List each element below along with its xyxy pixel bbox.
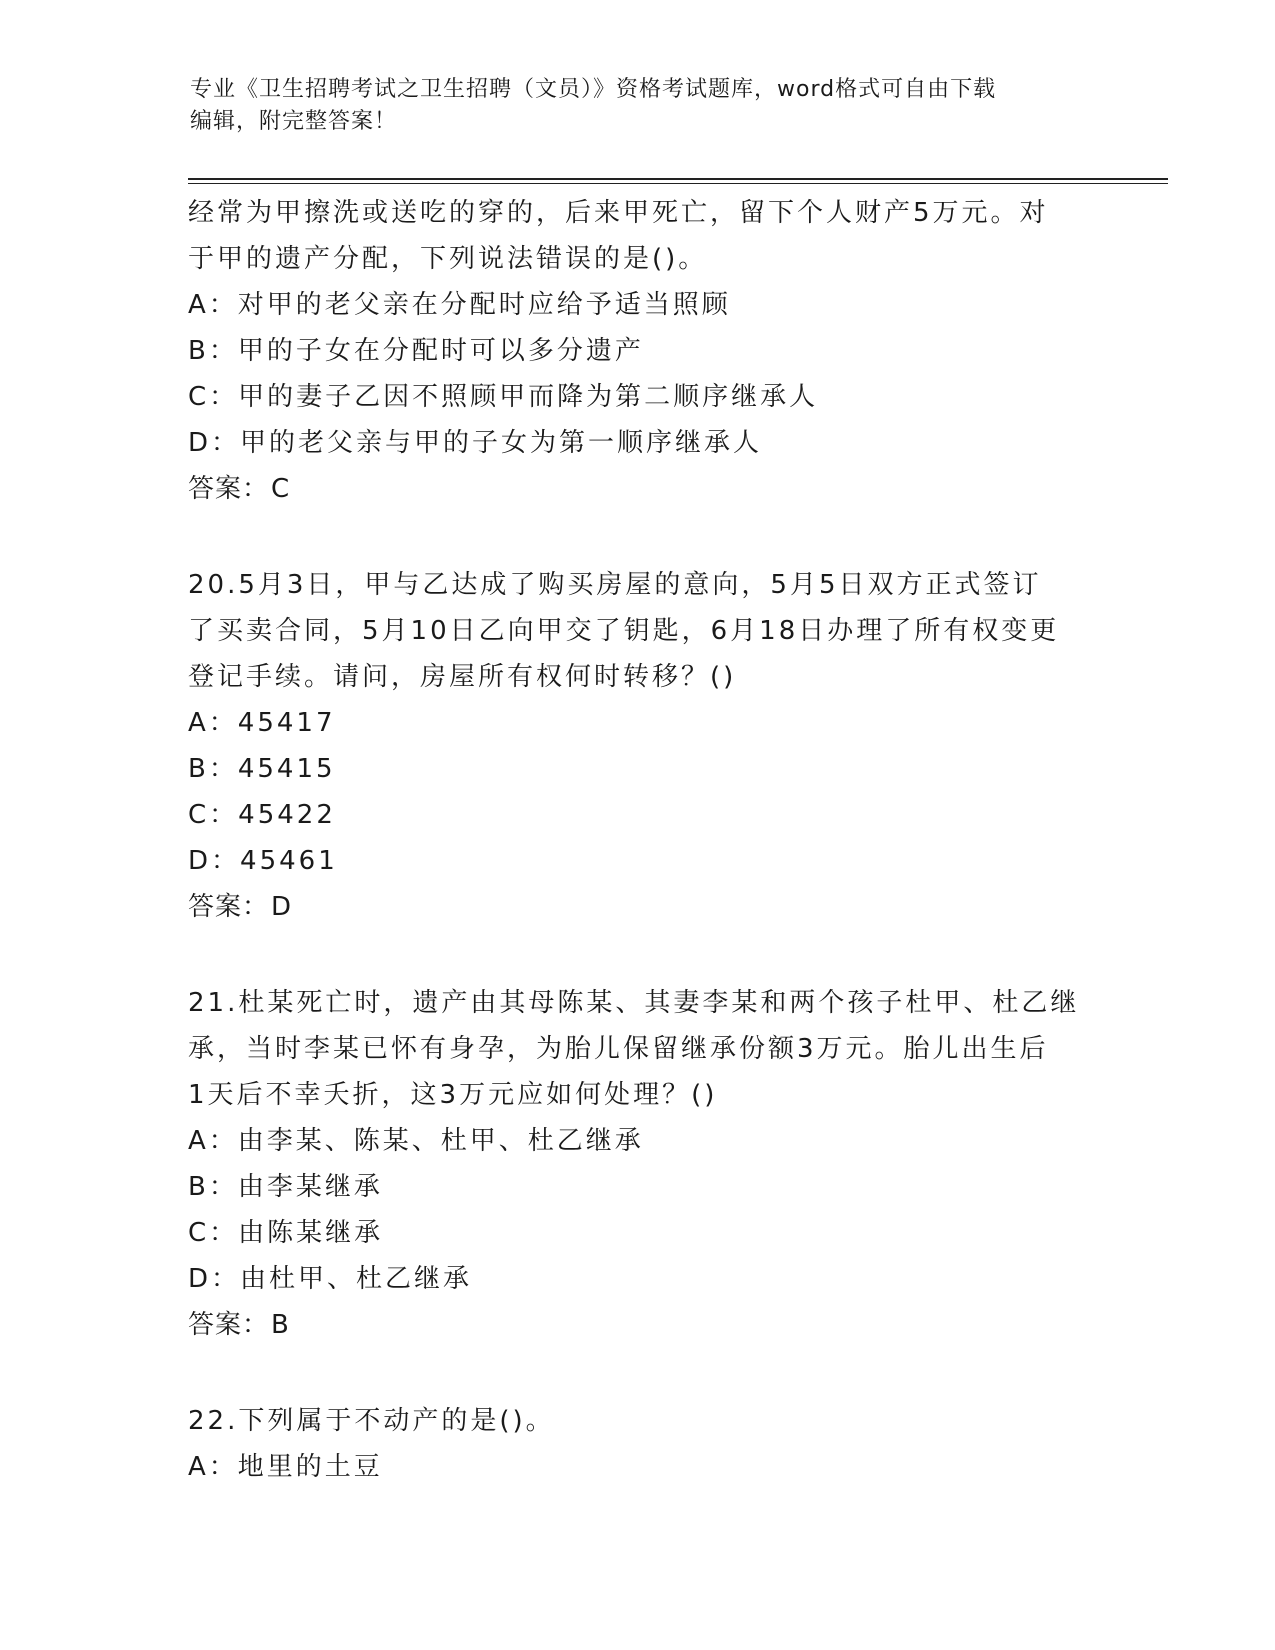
spacer bbox=[188, 930, 1088, 980]
option-c: C：45422 bbox=[188, 800, 336, 830]
option-a: A：45417 bbox=[188, 708, 336, 738]
option-c: C：甲的妻子乙因不照顾甲而降为第二顺序继承人 bbox=[188, 382, 819, 412]
option-a: A：地里的土豆 bbox=[188, 1452, 383, 1482]
question-text-line: 21.杜某死亡时，遗产由其母陈某、其妻李某和两个孩子杜甲、杜乙继 bbox=[188, 988, 1080, 1018]
question-22 bbox=[188, 1398, 1088, 1490]
option-b: B：甲的子女在分配时可以多分遗产 bbox=[188, 336, 644, 366]
answer-label: 答案： bbox=[188, 474, 270, 504]
option-b: B：由李某继承 bbox=[188, 1172, 383, 1202]
option-c: C：由陈某继承 bbox=[188, 1218, 384, 1248]
answer-label: 答案： bbox=[188, 892, 270, 922]
option-d: D：甲的老父亲与甲的子女为第一顺序继承人 bbox=[188, 428, 763, 458]
question-text-line: 22.下列属于不动产的是()。 bbox=[188, 1406, 555, 1436]
question-text-line: 20.5月3日，甲与乙达成了购买房屋的意向，5月5日双方正式签订 bbox=[188, 570, 1042, 600]
answer-line bbox=[188, 1302, 1088, 1348]
option-a: A：对甲的老父亲在分配时应给予适当照顾 bbox=[188, 290, 731, 320]
document-body bbox=[188, 190, 1088, 1490]
header-line-1: 专业《卫生招聘考试之卫生招聘（文员）》资格考试题库，word格式可自由下载 bbox=[190, 77, 997, 102]
question-text-line: 经常为甲擦洗或送吃的穿的，后来甲死亡，留下个人财产5万元。对 bbox=[188, 198, 1049, 228]
question-21 bbox=[188, 980, 1088, 1348]
option-d: D：由杜甲、杜乙继承 bbox=[188, 1264, 473, 1294]
question-text-line: 承，当时李某已怀有身孕，为胎儿保留继承份额3万元。胎儿出生后 bbox=[188, 1034, 1049, 1064]
header-line-2: 编辑，附完整答案！ bbox=[190, 109, 398, 134]
answer-line bbox=[188, 884, 1088, 930]
question-text-line: 1天后不幸夭折，这3万元应如何处理？() bbox=[188, 1080, 718, 1110]
spacer bbox=[188, 1348, 1088, 1398]
answer-value: D bbox=[271, 892, 293, 922]
option-d: D：45461 bbox=[188, 846, 338, 876]
question-text-line: 了买卖合同，5月10日乙向甲交了钥匙，6月18日办理了所有权变更 bbox=[188, 616, 1060, 646]
option-a: A：由李某、陈某、杜甲、杜乙继承 bbox=[188, 1126, 644, 1156]
question-19 bbox=[188, 190, 1088, 512]
answer-label: 答案： bbox=[188, 1310, 270, 1340]
header-rule-thick bbox=[188, 178, 1168, 180]
spacer bbox=[188, 512, 1088, 562]
question-text-line: 登记手续。请问，房屋所有权何时转移？() bbox=[188, 662, 737, 692]
answer-line bbox=[188, 466, 1088, 512]
header-rule-thin bbox=[188, 183, 1168, 184]
question-text-line: 于甲的遗产分配，下列说法错误的是()。 bbox=[188, 244, 708, 274]
answer-value: B bbox=[271, 1310, 290, 1340]
option-b: B：45415 bbox=[188, 754, 336, 784]
answer-value: C bbox=[271, 474, 291, 504]
document-header bbox=[190, 74, 1090, 138]
question-20 bbox=[188, 562, 1088, 930]
